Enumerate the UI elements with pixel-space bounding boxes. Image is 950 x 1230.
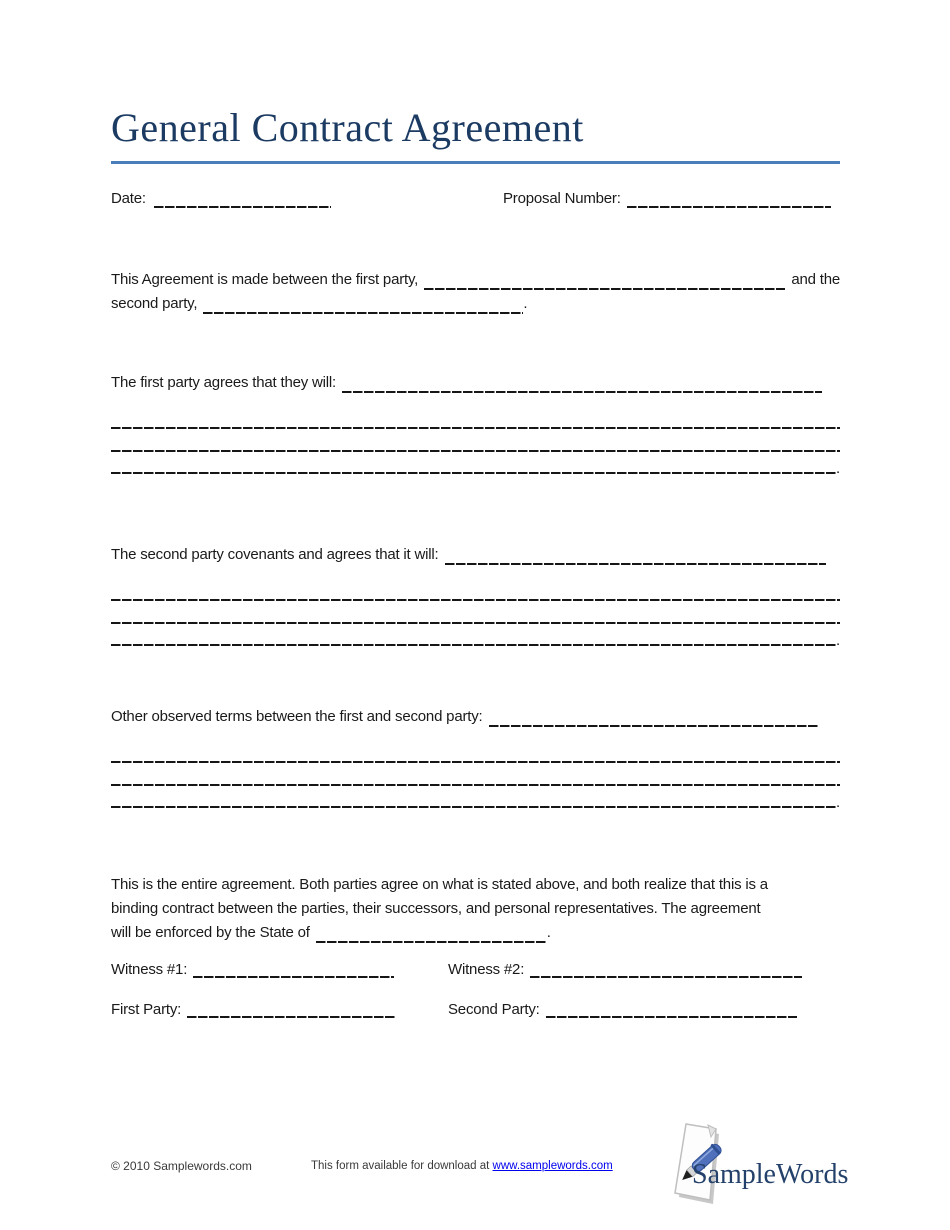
party-signature-row — [111, 1000, 840, 1020]
blank-line — [111, 472, 836, 474]
blank-line — [111, 577, 840, 601]
section-second-party-covenants — [111, 543, 840, 648]
first-party-blank-line — [187, 1016, 395, 1018]
section-first-party-label: The first party agrees that they will: — [111, 374, 336, 391]
witness1-field — [111, 960, 448, 980]
closing-line3 — [111, 921, 840, 945]
blank-line-with-period — [111, 624, 840, 648]
proposal-number-label: Proposal Number: — [503, 190, 621, 207]
footer-download-text — [311, 1160, 613, 1172]
witness2-field — [448, 960, 840, 980]
blank-line — [342, 391, 822, 393]
section-other-terms-label: Other observed terms between the first and second party: — [111, 708, 483, 725]
blank-line-with-period — [111, 452, 840, 476]
first-party-field — [111, 1000, 448, 1020]
section-first-party-obligations — [111, 371, 840, 476]
section-second-party-label: The second party covenants and agrees that it will: — [111, 546, 439, 563]
first-party-name-blank-line — [424, 288, 785, 290]
closing-period: . — [546, 924, 551, 941]
download-prefix-text: This form available for download at — [311, 1160, 493, 1172]
intro-paragraph-line2 — [111, 292, 840, 316]
intro-paragraph-line1 — [111, 268, 840, 292]
title-block — [111, 104, 840, 164]
date-blank-line — [154, 206, 331, 208]
blank-line — [111, 601, 840, 625]
state-blank-line — [316, 941, 547, 943]
intro-text-after-blank: and the — [791, 271, 840, 288]
blank-line — [111, 429, 840, 453]
closing-line1: This is the entire agreement. Both parties agree on what is stated above, and both realize that this is a — [111, 876, 768, 893]
second-party-name-blank-line — [203, 312, 523, 314]
state-of-text: will be enforced by the State of — [111, 924, 310, 941]
blank-line — [111, 763, 840, 787]
intro-period: . — [523, 295, 528, 312]
witness-signature-row — [111, 960, 840, 980]
witness1-blank-line — [193, 976, 394, 978]
header-fields-row — [111, 190, 840, 210]
closing-line2: binding contract between the parties, their successors, and personal representatives. The agreement — [111, 900, 761, 917]
intro-text-before-blank: This Agreement is made between the first party, — [111, 271, 419, 288]
samplewords-logo — [670, 1116, 849, 1208]
blank-line — [111, 644, 836, 646]
blank-line — [111, 739, 840, 763]
second-party-field — [448, 1000, 840, 1020]
proposal-number-blank-line — [627, 206, 831, 208]
trailing-period: . — [836, 631, 840, 649]
second-party-label: Second Party: — [448, 1001, 540, 1018]
proposal-number-field — [503, 190, 840, 210]
blank-line — [111, 405, 840, 429]
document-title: General Contract Agreement — [111, 105, 584, 150]
date-field — [111, 190, 503, 210]
blank-line — [445, 563, 827, 565]
witness2-blank-line — [530, 976, 802, 978]
document-content — [111, 0, 849, 1230]
blank-line — [489, 725, 819, 727]
second-party-blank-line — [546, 1016, 797, 1018]
closing-paragraph — [111, 873, 840, 945]
witness2-label: Witness #2: — [448, 961, 525, 978]
trailing-period: . — [836, 459, 840, 477]
first-party-label: First Party: — [111, 1001, 182, 1018]
witness1-label: Witness #1: — [111, 961, 188, 978]
blank-line-with-period — [111, 786, 840, 810]
date-label: Date: — [111, 190, 146, 207]
logo-text: SampleWords — [692, 1159, 849, 1190]
footer-copyright: © 2010 Samplewords.com — [111, 1159, 252, 1173]
blank-line — [111, 806, 836, 808]
second-party-text: second party, — [111, 295, 198, 312]
section-other-terms — [111, 705, 840, 810]
footer-download-link[interactable]: www.samplewords.com — [492, 1160, 613, 1172]
trailing-period: . — [836, 793, 840, 811]
